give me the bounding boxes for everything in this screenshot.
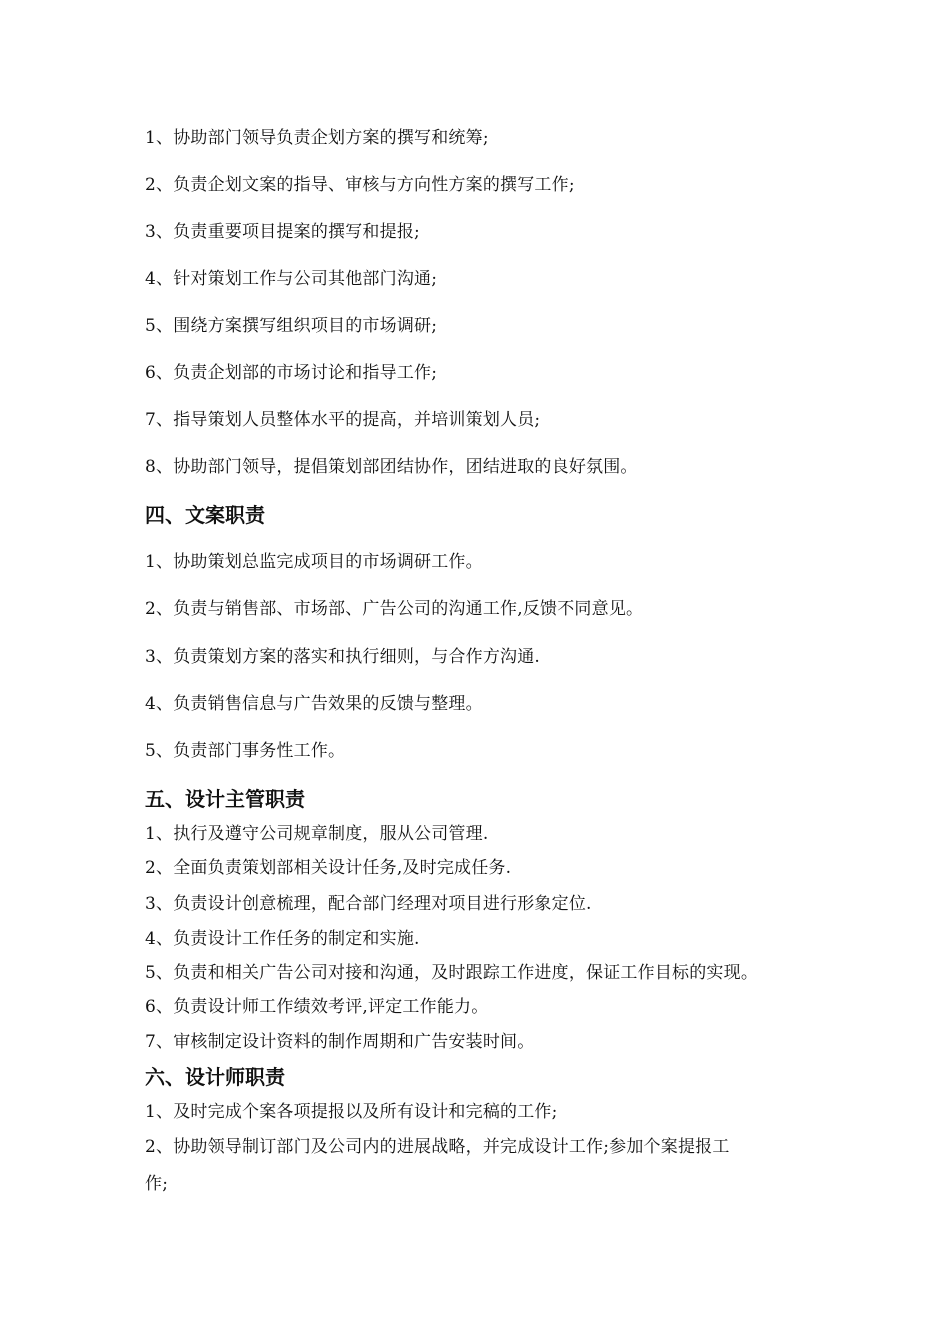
section-heading-design-supervisor: 五、设计主管职责 [145,787,305,811]
list-item-continuation: 作; [145,1174,169,1194]
list-item: 3、负责设计创意梳理，配合部门经理对项目进行形象定位. [145,894,592,914]
list-item: 7、审核制定设计资料的制作周期和广告安装时间。 [145,1032,535,1052]
list-item: 1、协助部门领导负责企划方案的撰写和统筹; [145,128,489,148]
list-item: 5、负责部门事务性工作。 [145,741,346,761]
list-item: 4、负责设计工作任务的制定和实施. [145,929,420,949]
list-item: 2、负责与销售部、市场部、广告公司的沟通工作,反馈不同意见。 [145,599,644,619]
section-heading-copywriting: 四、文案职责 [145,503,265,527]
list-item: 1、执行及遵守公司规章制度，服从公司管理. [145,824,489,844]
list-item: 5、围绕方案撰写组织项目的市场调研; [145,316,438,336]
list-item: 2、负责企划文案的指导、审核与方向性方案的撰写工作; [145,175,575,195]
list-item: 7、指导策划人员整体水平的提高，并培训策划人员; [145,410,541,430]
list-item: 2、全面负责策划部相关设计任务,及时完成任务. [145,858,512,878]
section-heading-designer: 六、设计师职责 [145,1065,285,1089]
list-item: 4、针对策划工作与公司其他部门沟通; [145,269,438,289]
list-item: 6、负责企划部的市场讨论和指导工作; [145,363,438,383]
list-item: 1、及时完成个案各项提报以及所有设计和完稿的工作; [145,1102,558,1122]
list-item: 3、负责策划方案的落实和执行细则，与合作方沟通. [145,647,541,667]
list-item: 3、负责重要项目提案的撰写和提报; [145,222,420,242]
list-item: 1、协助策划总监完成项目的市场调研工作。 [145,552,483,572]
list-item: 5、负责和相关广告公司对接和沟通，及时跟踪工作进度，保证工作目标的实现。 [145,963,759,983]
list-item: 6、负责设计师工作绩效考评,评定工作能力。 [145,997,489,1017]
list-item: 2、协助领导制订部门及公司内的进展战略，并完成设计工作;参加个案提报工 [145,1137,730,1157]
list-item: 8、协助部门领导，提倡策划部团结协作，团结进取的良好氛围。 [145,457,638,477]
list-item: 4、负责销售信息与广告效果的反馈与整理。 [145,694,483,714]
